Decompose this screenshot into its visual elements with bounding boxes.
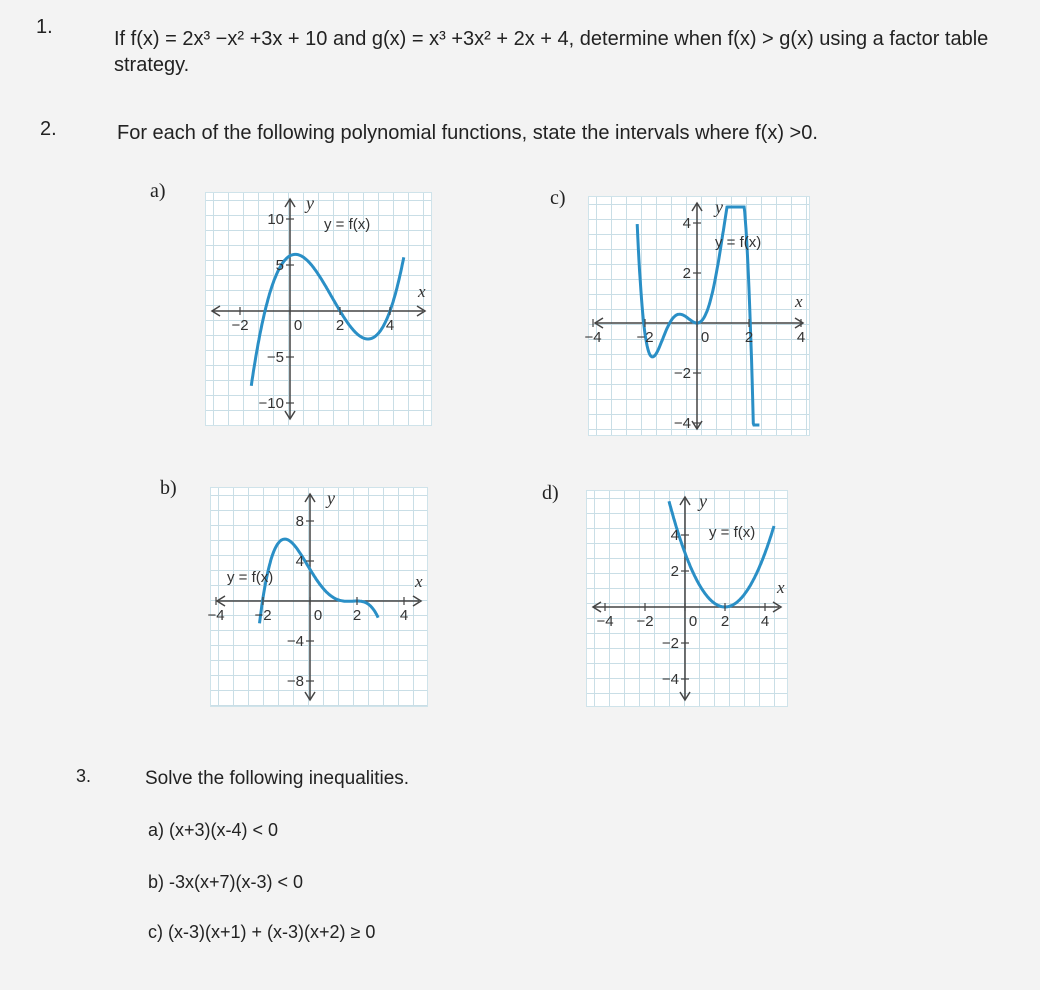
part-a-label: a) (150, 180, 166, 202)
y-tick-label: −10 (258, 395, 284, 412)
y-tick-label: −5 (266, 349, 284, 366)
x-tick-label: 2 (720, 613, 730, 630)
graph-d-svg (587, 491, 787, 706)
inequality-a (148, 820, 278, 841)
x-tick-label: 2 (335, 317, 345, 334)
graph-b-svg (207, 488, 427, 706)
graph-a-y-label: y (306, 193, 314, 213)
x-tick-label: −4 (596, 613, 614, 630)
graph-c-y-label: y (715, 197, 723, 217)
question-1-text: If f(x) = 2x³ −x² +3x + 10 and g(x) = x³ +3x² + 2x + 4, determine when f(x) > g(x) using a factor table strategy. (114, 28, 989, 76)
graph-c-grid (589, 197, 809, 435)
inequality-b-expr: -3x(x+7)(x-3) < 0 (169, 872, 304, 892)
x-tick-label: 4 (399, 607, 409, 624)
x-tick-label: 4 (385, 317, 395, 334)
x-tick-label: −2 (636, 613, 654, 630)
inequality-b-label: b) (148, 872, 165, 892)
part-b-label: b) (160, 477, 177, 499)
part-c-label: c) (550, 187, 566, 209)
question-2-text: For each of the following polynomial functions, state the intervals where f(x) >0. (117, 122, 818, 144)
part-d-label: d) (542, 482, 559, 504)
y-tick-label: 4 (295, 553, 304, 570)
graph-b-x-label: x (415, 572, 423, 591)
graph-b-y-label: y (327, 488, 335, 508)
y-tick-label: −4 (673, 415, 691, 432)
graph-b (207, 487, 428, 707)
inequality-a-expr: (x+3)(x-4) < 0 (169, 820, 279, 840)
x-tick-label: 0 (313, 607, 323, 624)
y-tick-label: −8 (286, 673, 304, 690)
y-tick-label: 4 (670, 527, 679, 544)
y-tick-label: 4 (682, 215, 691, 232)
x-tick-label: −4 (207, 607, 225, 624)
graph-c-svg (584, 197, 809, 435)
y-tick-label: −4 (286, 633, 304, 650)
graph-b-axes (217, 494, 421, 700)
inequality-c-expr: (x-3)(x+1) + (x-3)(x+2) ≥ 0 (168, 922, 376, 942)
graph-b-curve-label: y = f(x) (227, 569, 274, 586)
x-tick-label: 2 (352, 607, 362, 624)
graph-b-grid (211, 488, 427, 706)
graph-d-grid (587, 491, 787, 706)
graph-d (586, 490, 788, 707)
x-tick-label: 2 (744, 329, 754, 346)
y-tick-label: 2 (670, 563, 679, 580)
graph-d-x-label: x (777, 578, 785, 597)
graph-a-curve-label: y = f(x) (324, 216, 371, 233)
inequality-a-label: a) (148, 820, 165, 840)
inequality-c (148, 922, 375, 943)
graph-c-curve-label: y = f(x) (715, 234, 762, 251)
x-tick-label: 0 (688, 613, 698, 630)
inequality-b (148, 872, 303, 893)
y-tick-label: 10 (267, 211, 284, 228)
graph-c (584, 196, 810, 436)
graph-d-curve-label: y = f(x) (709, 524, 756, 541)
question-2-number: 2. (40, 118, 57, 140)
question-1-number: 1. (36, 16, 53, 38)
x-tick-label: 0 (293, 317, 303, 334)
graph-c-x-label: x (795, 292, 803, 311)
x-tick-label: −2 (231, 317, 249, 334)
y-tick-label: −2 (661, 635, 679, 652)
y-tick-label: 5 (275, 257, 284, 274)
x-tick-label: 4 (796, 329, 806, 346)
graph-a-x-label: x (418, 282, 426, 301)
y-tick-label: −2 (673, 365, 691, 382)
x-tick-label: −2 (636, 329, 654, 346)
graph-a (205, 192, 432, 426)
question-3-number: 3. (76, 766, 92, 786)
x-tick-label: −2 (254, 607, 272, 624)
x-tick-label: 0 (700, 329, 710, 346)
graph-a-svg (206, 193, 431, 425)
y-tick-label: 2 (682, 265, 691, 282)
question-3-title: Solve the following inequalities. (145, 768, 410, 789)
inequality-c-label: c) (148, 922, 163, 942)
x-tick-label: 4 (760, 613, 770, 630)
y-tick-label: −4 (661, 671, 679, 688)
graph-d-y-label: y (699, 491, 707, 511)
y-tick-label: 8 (295, 513, 304, 530)
x-tick-label: −4 (584, 329, 602, 346)
